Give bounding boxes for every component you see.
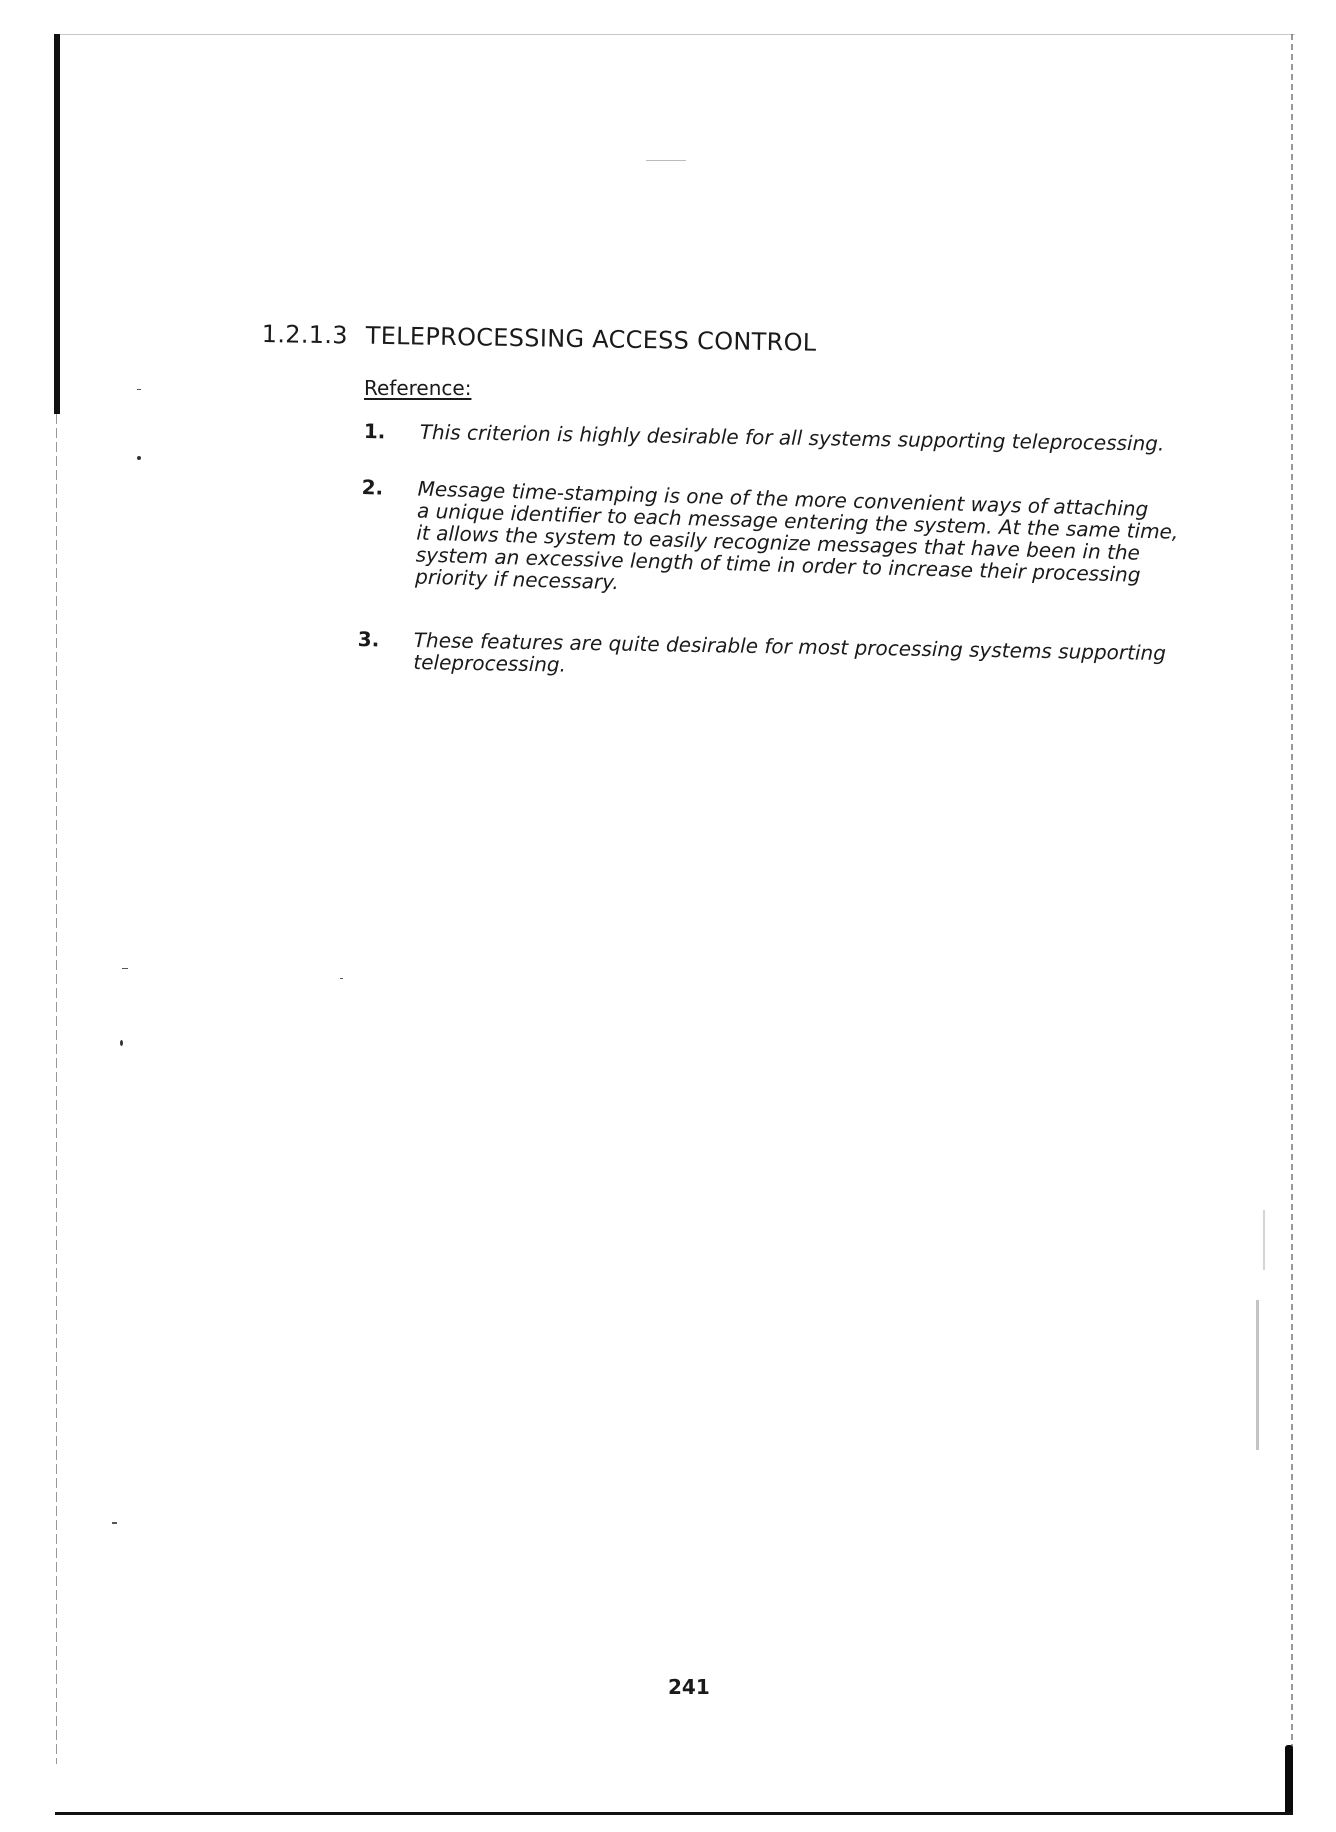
page-left-edge [56,414,57,1764]
reference-label: Reference: [364,376,472,400]
scan-speck [1256,1300,1259,1450]
list-item-text: Message time-stamping is one of the more convenient ways of attaching a unique identifier to each message entering the system. At the same time, it allows the system to easily recognize messages that have been in the system an excessive length of time in order to increase their processing priority if necessary. [414,476,1179,595]
scan-speck [1263,1210,1265,1270]
list-item-text: These features are quite desirable for most processing systems supporting teleprocessing. [413,627,1167,677]
scan-speck [112,1522,117,1524]
page-right-edge-shadow [1285,1745,1293,1815]
list-item-number: 1. [363,419,386,444]
scan-speck [137,456,141,460]
list-item [357,627,1218,677]
list-item-text: This criterion is highly desirable for all systems supporting teleprocessing. [419,419,1165,456]
list-item [363,419,1224,456]
section-heading [262,320,817,357]
page-number: 241 [668,1675,710,1699]
scan-speck [120,1040,123,1046]
page-right-edge [1291,34,1293,1814]
section-title: TELEPROCESSING ACCESS CONTROL [365,321,817,357]
page-left-edge-shadow [54,34,60,414]
page-top-edge [55,34,1295,35]
scan-speck [646,160,686,161]
list-item [361,475,1222,595]
scan-speck [122,968,128,969]
section-number: 1.2.1.3 [261,320,349,350]
page-bottom-edge [55,1812,1293,1815]
scan-speck [340,978,343,979]
list-item-number: 2. [361,475,384,500]
scan-speck [137,389,141,390]
list-item-number: 3. [357,627,380,652]
